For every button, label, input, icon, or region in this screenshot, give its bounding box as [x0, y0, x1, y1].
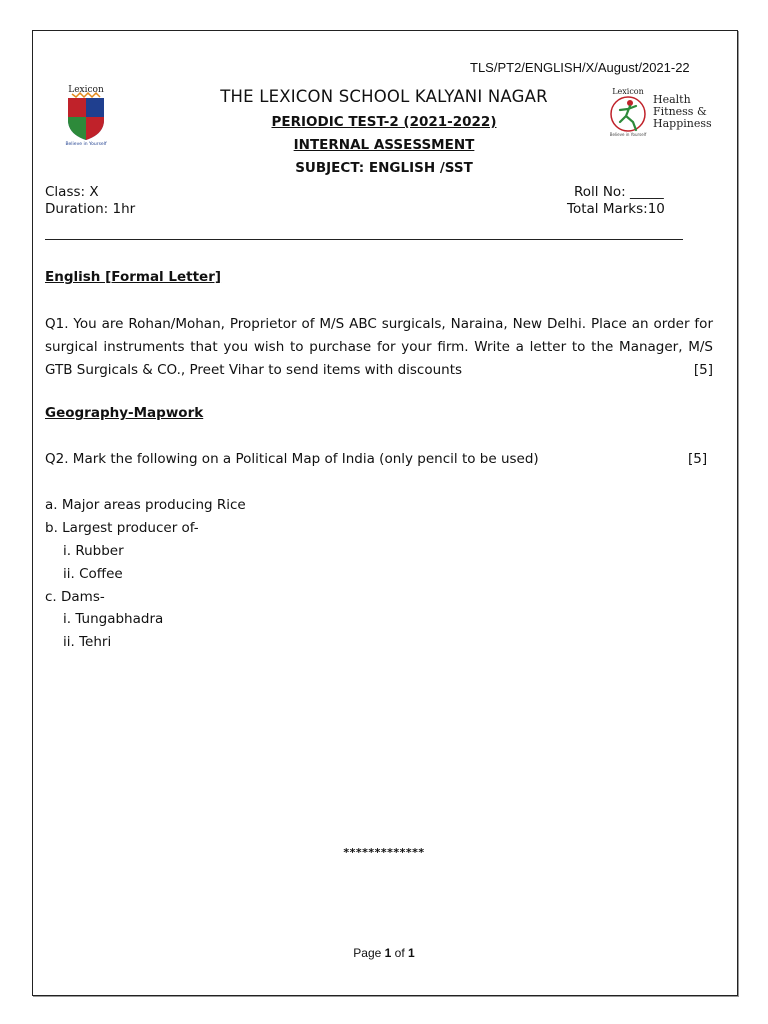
logo-line-happiness: Happiness — [653, 117, 712, 130]
list-item: ii. Coffee — [63, 566, 123, 582]
roll-no-label: Roll No: _____ — [574, 184, 664, 200]
question-2-text: Q2. Mark the following on a Political Map of India (only pencil to be used) — [45, 451, 539, 467]
divider-line — [45, 239, 683, 240]
class-label: Class: X — [45, 184, 99, 200]
list-item: c. Dams- — [45, 589, 105, 605]
question-1 — [45, 313, 713, 382]
school-name: THE LEXICON SCHOOL KALYANI NAGAR — [220, 87, 548, 106]
total-marks-label: Total Marks:10 — [567, 201, 665, 217]
duration-label: Duration: 1hr — [45, 201, 136, 217]
end-marker: ************* — [343, 846, 425, 859]
question-1-text: Q1. You are Rohan/Mohan, Proprietor of M/S ABC surgicals, Naraina, New Delhi. Place an order for surgical instruments that you wish to purchase for your firm. Write a letter to the Manager, M/S GTB Surgicals & CO., Preet Vihar to send items with discounts — [45, 316, 713, 378]
logo-right-motto: Believe in Yourself — [609, 132, 647, 137]
logo-left-motto: Believe in Yourself — [65, 142, 107, 146]
geography-section-heading: Geography-Mapwork — [45, 405, 204, 421]
logo-left-text: Lexicon — [68, 85, 104, 95]
page-current: 1 — [384, 946, 392, 960]
logo-right-brand: Lexicon — [612, 87, 644, 96]
test-name: PERIODIC TEST-2 (2021-2022) — [271, 114, 497, 130]
question-2-marks: [5] — [688, 451, 708, 467]
list-item: i. Rubber — [63, 543, 124, 559]
english-section-heading: English [Formal Letter] — [45, 269, 222, 285]
list-item: b. Largest producer of- — [45, 520, 199, 536]
page-number — [0, 946, 768, 960]
list-item: i. Tungabhadra — [63, 611, 164, 627]
assessment-type: INTERNAL ASSESSMENT — [293, 137, 475, 153]
logo-line-fitness: Fitness & — [653, 105, 707, 118]
list-item: a. Major areas producing Rice — [45, 497, 246, 513]
list-item: ii. Tehri — [63, 634, 112, 650]
page-of: of — [391, 946, 409, 960]
page-total: 1 — [408, 946, 415, 960]
page-prefix: Page — [353, 946, 385, 960]
question-1-marks: [5] — [693, 362, 713, 378]
document-reference: TLS/PT2/ENGLISH/X/August/2021-22 — [470, 60, 690, 75]
subject-line: SUBJECT: ENGLISH /SST — [295, 160, 473, 176]
logo-line-health: Health — [653, 93, 691, 106]
